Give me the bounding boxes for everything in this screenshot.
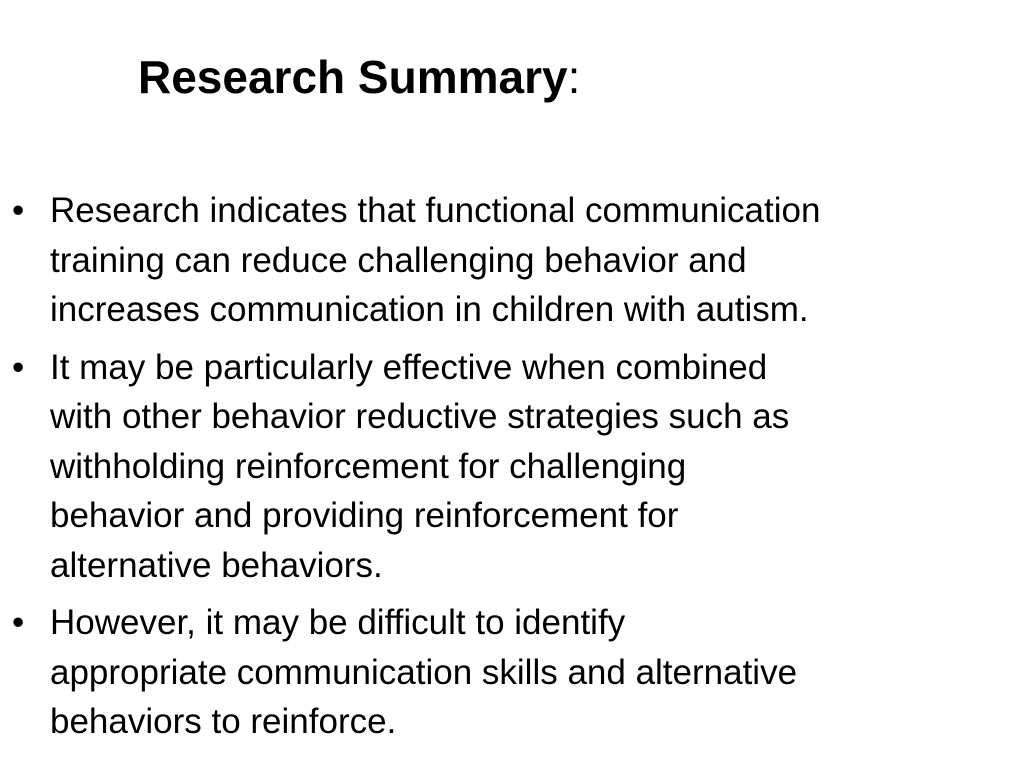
slide-title-text: Research Summary bbox=[138, 51, 568, 103]
bullet-text-line: training can reduce challenging behavior and bbox=[50, 240, 747, 280]
bullet-text-line: However, it may be difficult to identify bbox=[50, 603, 626, 642]
bullet-text-line: withholding reinforcement for challenging bbox=[50, 446, 687, 486]
bullet-text-line: with other behavior reductive strategies such as bbox=[50, 397, 790, 436]
bullet-text-line: alternative behaviors. bbox=[50, 545, 383, 585]
bullet-text-line: Research indicates that functional communication bbox=[50, 191, 821, 230]
bullet-text-line: appropriate communication skills and alternative bbox=[50, 652, 798, 692]
bullet-text-line: It may be particularly effective when combined bbox=[50, 347, 768, 387]
bullet-item bbox=[0, 598, 1024, 747]
bullet-dot-icon: • bbox=[12, 603, 25, 642]
bullet-item bbox=[0, 186, 1024, 335]
bullet-text-line: behaviors to reinforce. bbox=[50, 702, 397, 741]
bullet-item bbox=[0, 343, 1024, 591]
bullet-text-line: behavior and providing reinforcement for bbox=[50, 496, 679, 535]
slide-title bbox=[138, 50, 580, 105]
bullet-text-line: increases communication in children with autism. bbox=[50, 290, 809, 329]
bullet-dot-icon: • bbox=[12, 347, 25, 387]
bullet-dot-icon: • bbox=[12, 191, 25, 230]
slide-title-colon: : bbox=[567, 51, 581, 103]
bullet-list bbox=[0, 186, 1024, 755]
